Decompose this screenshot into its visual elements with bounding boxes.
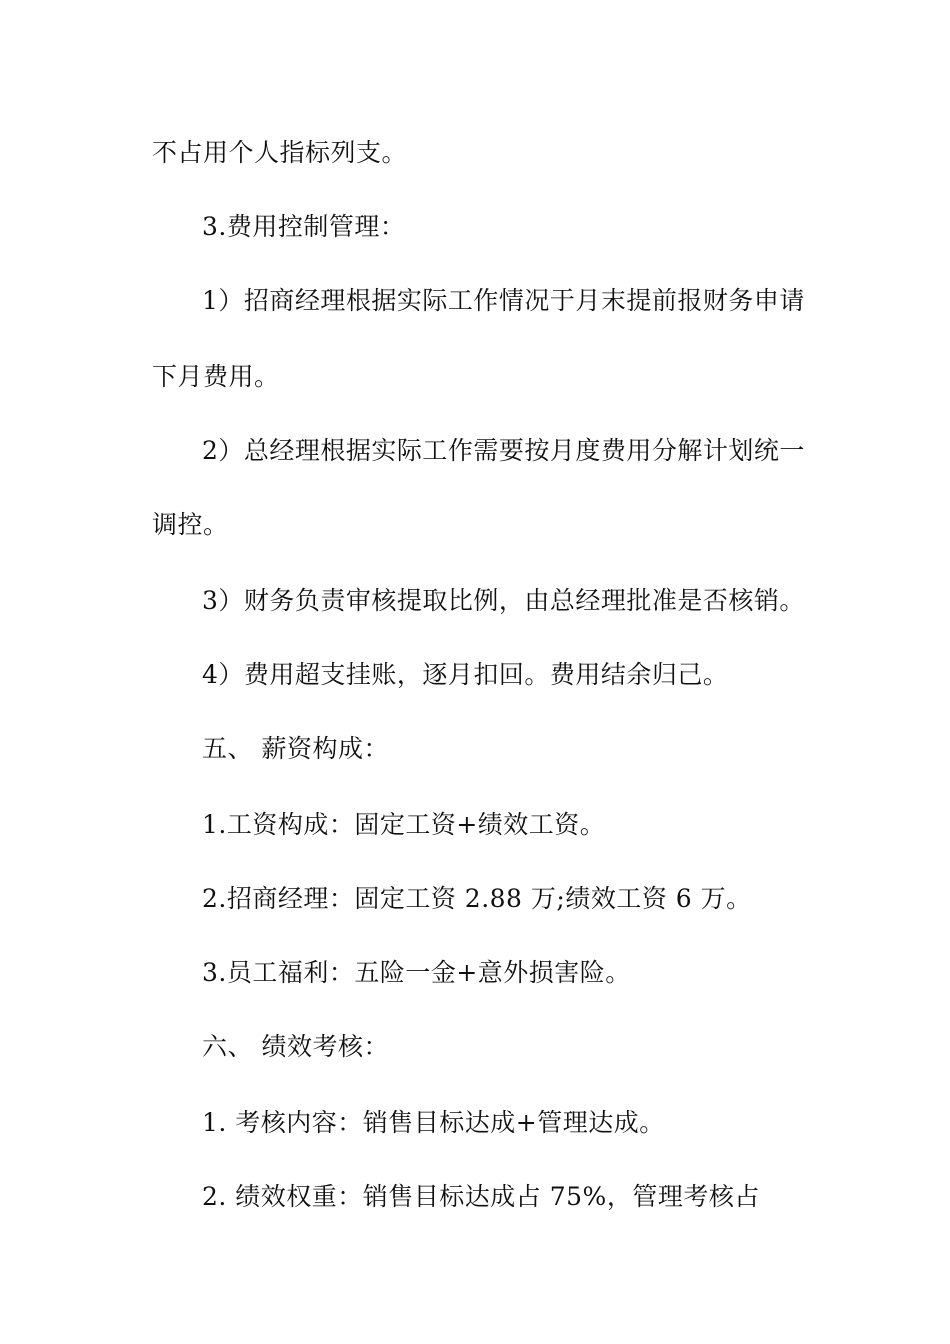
section-heading-performance: 六、 绩效考核：	[202, 1032, 389, 1061]
salary-item-3: 3.员工福利：五险一金+意外损害险。	[202, 958, 631, 987]
list-item-1-line-2: 下月费用。	[152, 362, 280, 391]
list-item-4: 4）费用超支挂账，逐月扣回。费用结余归己。	[202, 660, 729, 689]
list-item-3: 3）财务负责审核提取比例，由总经理批准是否核销。	[202, 586, 805, 615]
section-heading-expense-control: 3.费用控制管理：	[202, 212, 406, 241]
text-line-continuation: 不占用个人指标列支。	[152, 138, 408, 167]
performance-item-1: 1. 考核内容：销售目标达成+管理达成。	[202, 1108, 665, 1137]
section-heading-salary: 五、 薪资构成：	[202, 734, 389, 763]
list-item-2-line-1: 2）总经理根据实际工作需要按月度费用分解计划统一	[202, 436, 805, 465]
salary-item-1: 1.工资构成：固定工资+绩效工资。	[202, 810, 606, 839]
performance-item-2: 2. 绩效权重：销售目标达成占 75%，管理考核占	[202, 1182, 760, 1211]
list-item-2-line-2: 调控。	[152, 510, 229, 539]
salary-item-2: 2.招商经理：固定工资 2.88 万;绩效工资 6 万。	[202, 884, 752, 913]
list-item-1-line-1: 1）招商经理根据实际工作情况于月末提前报财务申请	[202, 286, 805, 315]
